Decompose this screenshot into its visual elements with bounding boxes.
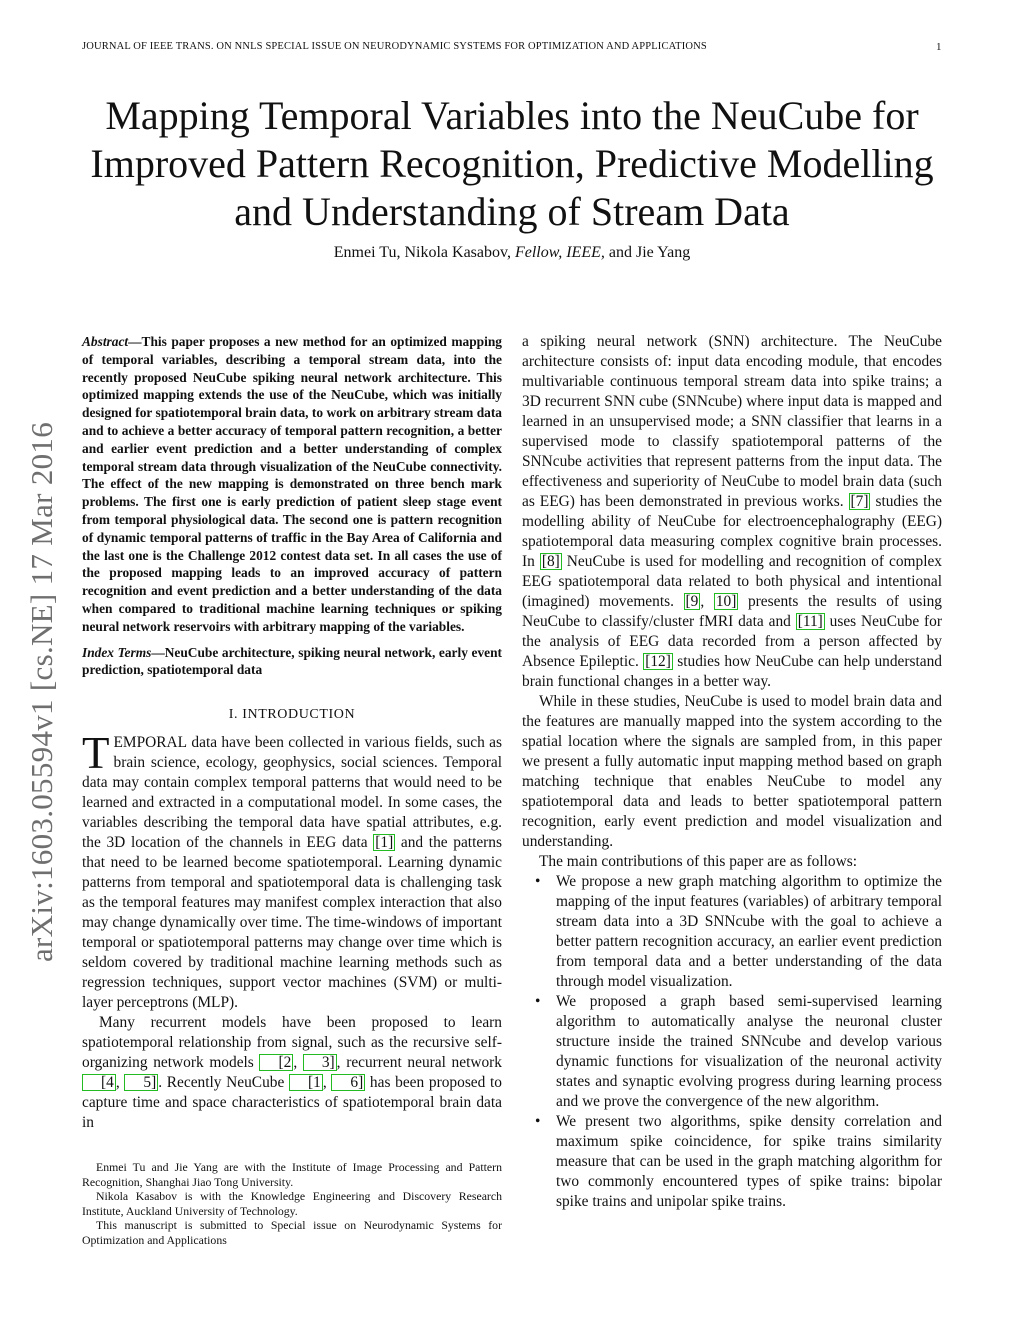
paragraph-text: a spiking neural network (SNN) architecture. The NeuCube architecture consists of: input data encoding module, that encodes multivariable continuous temporal stream data into spike trains; a 3D recurrent SNN cube (SNNcube) where input data is mapped and learned in an unsupervised mode; a SNN classifier that learns in a supervised mode to classify spatiotemporal patterns of the SNNcube activities that represent patterns from the input data. The effectiveness and superiority of NeuCube to model brain data (such as EEG) has been demonstrated in previous works.	[522, 333, 942, 510]
citation-link[interactable]: 6]	[331, 1074, 365, 1091]
page-number: 1	[936, 41, 942, 53]
list-item	[522, 1112, 942, 1212]
section-number: I.	[228, 707, 243, 723]
paragraph-text: presents the results of using NeuCube to classify/cluster fMRI data and	[522, 593, 943, 630]
bullet-icon: •	[535, 993, 541, 1010]
intro-left-text	[82, 728, 503, 1133]
author-list	[60, 244, 964, 262]
paragraph-text: and the patterns that need to be learned become spatiotemporal. Learning dynamic patterns from temporal and spatiotemporal data is challenging task as the temporal features may manifest complex interaction that also may change dynamically over time. The time-windows of important temporal or spatiotemporal patterns may change over time which is seldom covered by traditional machine learning methods such as regression techniques, support vector machines (SVM) or multi-layer perceptrons (MLP).	[82, 834, 502, 1012]
citation-link[interactable]: [12]	[645, 653, 671, 670]
paragraph-text: data have been collected in various fields, such as brain science, ecology, geophysics, social sciences. Temporal data may contain complex temporal patterns that would need to be learned and extracted in a computational model. In some cases, the variables describing the temporal data have spatial attributes, e.g. the 3D location of the channels in EEG data	[82, 734, 502, 852]
index-terms-label: Index Terms	[82, 644, 152, 660]
intro-paragraph	[522, 332, 942, 692]
drop-cap: T	[82, 728, 110, 779]
intro-paragraph: The main contributions of this paper are as follows:	[539, 853, 857, 870]
citation-link[interactable]: [1	[289, 1074, 323, 1091]
author-names-last: and Jie Yang	[604, 244, 691, 261]
title-line: Improved Pattern Recognition, Predictive Modelling	[90, 141, 934, 186]
arxiv-stamp: arXiv:1603.05594v1 [cs.NE] 17 Mar 2016	[24, 421, 59, 962]
citation-link[interactable]: [2	[259, 1054, 293, 1071]
paragraph-text: has been proposed to capture time and space characteristics of spatiotemporal brain data in	[82, 1074, 503, 1132]
paragraph-text: studies the modelling ability of NeuCube for electroencephalography (EEG) spatiotemporal data measuring complex cognitive brain processes. In	[522, 493, 942, 570]
paper-title	[60, 92, 964, 236]
title-line: Mapping Temporal Variables into the NeuCube for	[105, 93, 919, 138]
index-terms	[82, 644, 502, 680]
contributions-list	[522, 872, 942, 1212]
paragraph-text: . Recently NeuCube	[158, 1074, 290, 1092]
citation-separator: ,	[700, 593, 714, 610]
abstract-label: Abstract	[82, 334, 129, 349]
title-line: and Understanding of Stream Data	[234, 189, 790, 234]
footnote: Nikola Kasabov is with the Knowledge Engineering and Discovery Research Institute, Auckland University of Technology.	[82, 1189, 502, 1218]
abstract-dash: —	[128, 334, 142, 349]
intro-paragraph	[82, 1013, 502, 1133]
citation-link[interactable]: [4	[82, 1074, 116, 1091]
right-column	[522, 332, 942, 1212]
dropcap-word: EMPORAL	[113, 734, 188, 752]
list-item-text: We present two algorithms, spike density correlation and maximum spike coincidence, for spike trains similarity measure that can be used in the graph matching algorithm for two commonly encountered types of spike trains: bipolar spike trains and unipolar spike trains.	[556, 1113, 942, 1210]
citation-link[interactable]: [1]	[375, 834, 394, 852]
citation-separator: ,	[322, 1074, 332, 1092]
bullet-icon: •	[535, 873, 541, 890]
list-item	[522, 992, 942, 1112]
intro-paragraph	[82, 728, 502, 1013]
running-head: JOURNAL OF IEEE TRANS. ON NNLS SPECIAL ISSUE ON NEURODYNAMIC SYSTEMS FOR OPTIMIZATION AND APPLICATIONS	[82, 41, 707, 52]
author-fellow: Fellow, IEEE,	[514, 244, 605, 261]
footnote: This manuscript is submitted to Special issue on Neurodynamic Systems for Optimization and Applications	[82, 1218, 502, 1247]
section-heading-introduction	[82, 707, 502, 723]
footnote: Enmei Tu and Jie Yang are with the Institute of Image Processing and Pattern Recognition, Shanghai Jiao Tong University.	[82, 1160, 502, 1189]
abstract-text: This paper proposes a new method for an optimized mapping of temporal variables, describing a temporal stream data, into the recently proposed NeuCube spiking neural network architecture. This optimized mapping extends the use of the NeuCube, which was initially designed for spatiotemporal brain data, to work on arbitrary stream data and to achieve a better accuracy of temporal pattern recognition, a better and earlier event prediction and a better understanding of complex temporal stream data through visualization of the NeuCube connectivity. The effect of the new mapping is demonstrated on three bench mark problems. The first one is early prediction of patient sleep stage event from temporal physiological data. The second one is pattern recognition of dynamic temporal patterns of traffic in the Bay Area of California and the last one is the Challenge 2012 contest data set. In all cases the use of the proposed mapping leads to an improved accuracy of pattern recognition and event prediction and a better understanding of the data when compared to traditional machine learning techniques or spiking neural network reservoirs with arbitrary mapping of the variables.	[82, 334, 502, 634]
citation-link[interactable]: [9	[685, 593, 699, 610]
citation-separator: ,	[293, 1054, 303, 1072]
section-title-rest: NTRODUCTION	[247, 707, 356, 723]
paragraph-text: uses NeuCube for the analysis of EEG data recorded from a person affected by Absence Epileptic.	[522, 613, 942, 670]
citation-link[interactable]: [8]	[541, 553, 560, 570]
paragraph-text: , recurrent neural network	[336, 1054, 502, 1072]
list-item	[522, 872, 942, 992]
section-title-initial: I	[242, 707, 248, 723]
author-names: Enmei Tu, Nikola Kasabov,	[333, 244, 515, 261]
paragraph-text: Many recurrent models have been proposed to learn spatiotemporal relationship from signal, such as the recursive self-organizing network models	[82, 1014, 502, 1072]
bullet-icon: •	[535, 1113, 541, 1130]
citation-link[interactable]: [11]	[797, 613, 823, 630]
citation-link[interactable]: 5]	[124, 1074, 158, 1091]
paragraph-text: studies how NeuCube can help understand brain functional changes in a better way.	[522, 653, 942, 690]
index-terms-text: NeuCube architecture, spiking neural network, early event prediction, spatiotemporal data	[82, 644, 502, 678]
abstract	[82, 333, 502, 636]
citation-separator: ,	[115, 1074, 125, 1092]
index-terms-dash: —	[151, 644, 165, 660]
intro-paragraph: While in these studies, NeuCube is used to model brain data and the features are manually mapped into the system according to the spatial location where the signals are sampled from, in this paper we present a fully automatic input mapping method based on graph matching technique that enables NeuCube to model any spatiotemporal data and leads to better spatiotemporal pattern recognition, early event prediction and model visualization and understanding.	[522, 693, 942, 850]
left-column	[82, 333, 502, 1133]
paragraph-text: NeuCube is used for modelling and recognition of complex EEG spatiotemporal data related to both physical and intentional (imagined) movements.	[522, 553, 942, 610]
list-item-text: We proposed a graph based semi-supervised learning algorithm to automatically analyse the neuronal cluster structure inside the trained SNNcube and develop various dynamic functions for visualization of the neuronal activity states and synaptic evolving progress during learning process and we prove the convergence of the new algorithm.	[556, 993, 942, 1110]
list-item-text: We propose a new graph matching algorithm to optimize the mapping of the input features (variables) of arbitrary temporal stream data into a 3D SNNcube with the goal to achieve a better pattern recognition accuracy, an earlier event prediction from temporal data and a better understanding of the data through model visualization.	[556, 873, 942, 990]
citation-link[interactable]: 3]	[303, 1054, 337, 1071]
footnotes	[82, 1160, 502, 1247]
citation-link[interactable]: [7]	[850, 493, 869, 510]
citation-link[interactable]: 10]	[715, 593, 737, 610]
